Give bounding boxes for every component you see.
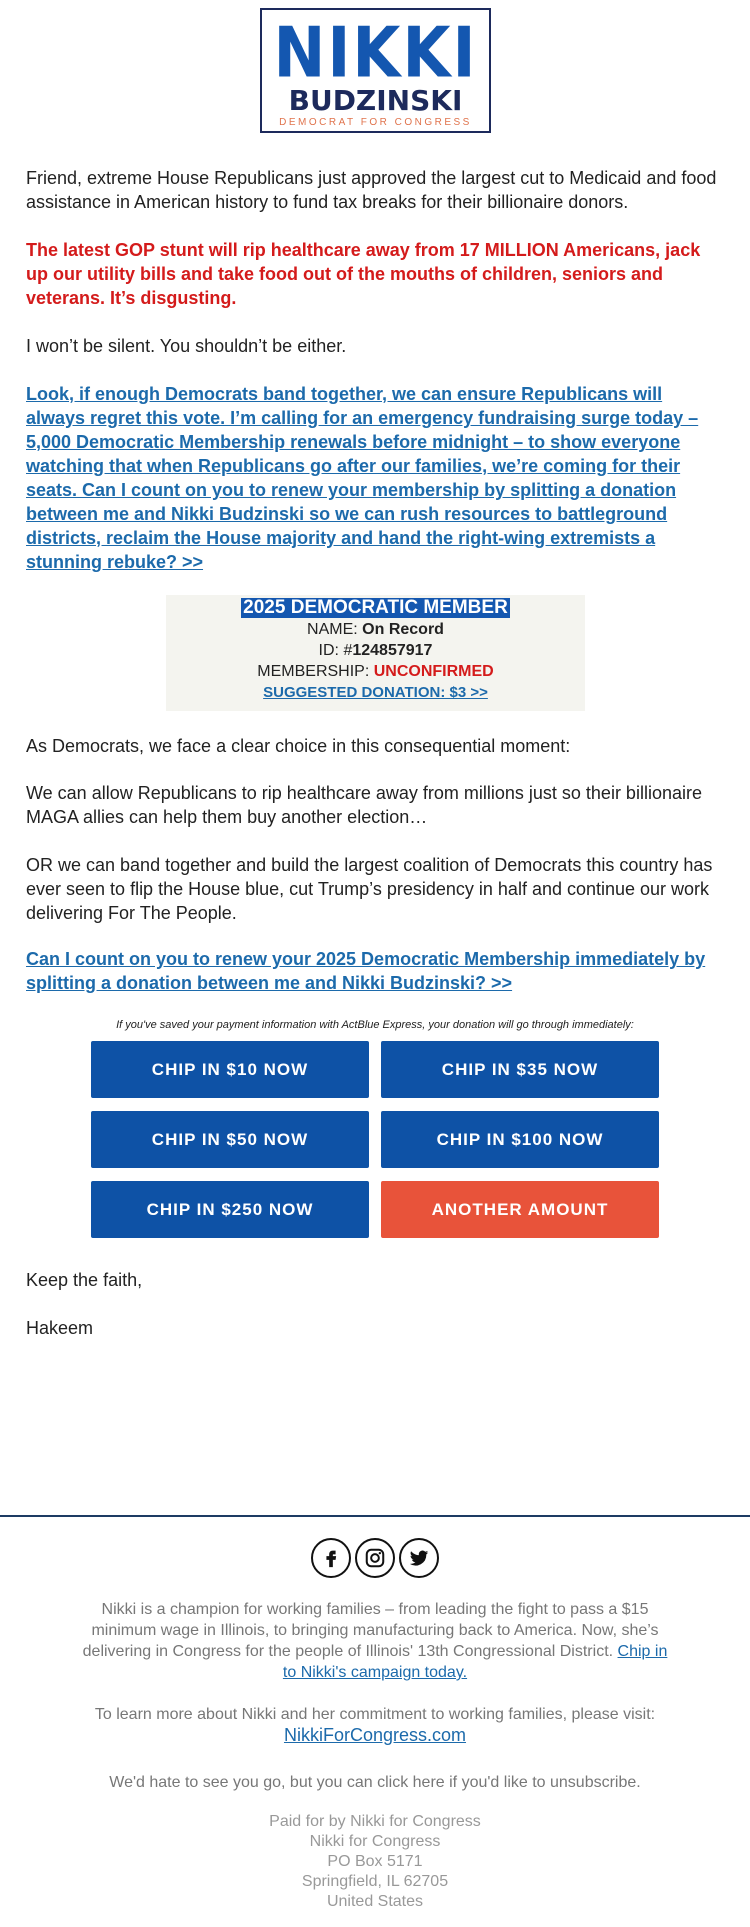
chip-in-campaign-link[interactable]: Chip in to Nikki's campaign today. (282, 1643, 668, 1681)
member-name-value: On Record (362, 621, 444, 638)
facebook-icon[interactable] (311, 1538, 351, 1578)
choice-paragraph: As Democrats, we face a clear choice in this consequential moment: (26, 736, 571, 756)
emergency-appeal-link[interactable]: Look, if enough Democrats band together, we can ensure Republicans will always regret this vote. I’m calling for an emergency fundraising surge today – 5,000 Democratic Membership renewals before midnight – to show everyone watching that when Republicans go after our families, we’re coming for their seats. Can I count on you to renew your membership by splitting a donation between me and Nikki Budzinski so we can rush resources to battleground districts, reclaim the House majority and hand the right-wing extremists a stunning rebuke? >> (26, 384, 699, 572)
chip-in-35-button[interactable]: CHIP IN $35 NOW (381, 1041, 659, 1098)
address-line-2: PO Box 5171 (327, 1853, 423, 1870)
address-line-3: Springfield, IL 62705 (301, 1873, 449, 1890)
logo-last-name: BUDZINSKI (288, 84, 463, 117)
actblue-express-note: If you've saved your payment information with ActBlue Express, your donation will go through immediately: (116, 1019, 634, 1031)
signature: Hakeem (26, 1318, 94, 1338)
address-line-1: Nikki for Congress (309, 1833, 441, 1850)
logo-tagline: DEMOCRAT FOR CONGRESS (279, 117, 472, 128)
member-id-value: 124857917 (352, 642, 433, 659)
unsubscribe-link[interactable]: We'd hate to see you go, but you can click here if you'd like to unsubscribe. (109, 1774, 641, 1791)
membership-status-badge: UNCONFIRMED (373, 663, 494, 680)
campaign-logo (260, 8, 491, 133)
renew-membership-link[interactable]: Can I count on you to renew your 2025 Democratic Membership immediately by splitting a donation between me and Nikki Budzinski? >> (26, 949, 706, 993)
chip-in-50-button[interactable]: CHIP IN $50 NOW (91, 1111, 369, 1168)
intro-paragraph: Friend, extreme House Republicans just approved the largest cut to Medicaid and food assistance in American history to fund tax breaks for their billionaire donors. (26, 168, 717, 212)
suggested-donation-link[interactable]: SUGGESTED DONATION: $3 >> (263, 684, 488, 701)
another-amount-button[interactable]: ANOTHER AMOUNT (381, 1181, 659, 1238)
membership-status-row: MEMBERSHIP: UNCONFIRMED (257, 663, 494, 680)
option-one-paragraph: We can allow Republicans to rip healthcare away from millions just so their billionaire MAGA allies can help them buy another election… (26, 783, 702, 827)
signoff: Keep the faith, (26, 1270, 143, 1290)
silent-paragraph: I won’t be silent. You shouldn’t be either. (26, 336, 347, 356)
instagram-icon[interactable] (355, 1538, 395, 1578)
logo-first-name: NIKKI (273, 11, 478, 94)
address-line-4: United States (326, 1893, 424, 1910)
alert-paragraph: The latest GOP stunt will rip healthcare away from 17 MILLION Americans, jack up our utility bills and take food out of the mouths of children, seniors and veterans. It’s disgusting. (26, 240, 701, 308)
twitter-icon[interactable] (399, 1538, 439, 1578)
footer-learn-more: To learn more about Nikki and her commitment to working families, please visit: NikkiForCongress.com (94, 1706, 656, 1745)
footer-divider (0, 1515, 750, 1517)
membership-card[interactable] (166, 595, 585, 711)
chip-in-10-button[interactable]: CHIP IN $10 NOW (91, 1041, 369, 1098)
footer-bio: Nikki is a champion for working families – from leading the fight to pass a $15 minimum wage in Illinois, to bringing manufacturing back to America. Now, she’s delivering in Congress for the people of Illinois' 13th Congressional District. Chip in to Nikki's campaign today. (82, 1601, 668, 1681)
campaign-site-link[interactable]: NikkiForCongress.com (283, 1725, 467, 1745)
member-id-row: ID: #124857917 (318, 642, 433, 659)
option-two-paragraph: OR we can band together and build the largest coalition of Democrats this country has ever seen to flip the House blue, cut Trump’s presidency in half and continue our work delivering For The People. (26, 855, 713, 923)
chip-in-100-button[interactable]: CHIP IN $100 NOW (381, 1111, 659, 1168)
member-name-row: NAME: On Record (307, 621, 444, 638)
paid-for-by: Paid for by Nikki for Congress (269, 1813, 481, 1830)
member-card-title: 2025 DEMOCRATIC MEMBER (243, 597, 508, 618)
chip-in-250-button[interactable]: CHIP IN $250 NOW (91, 1181, 369, 1238)
